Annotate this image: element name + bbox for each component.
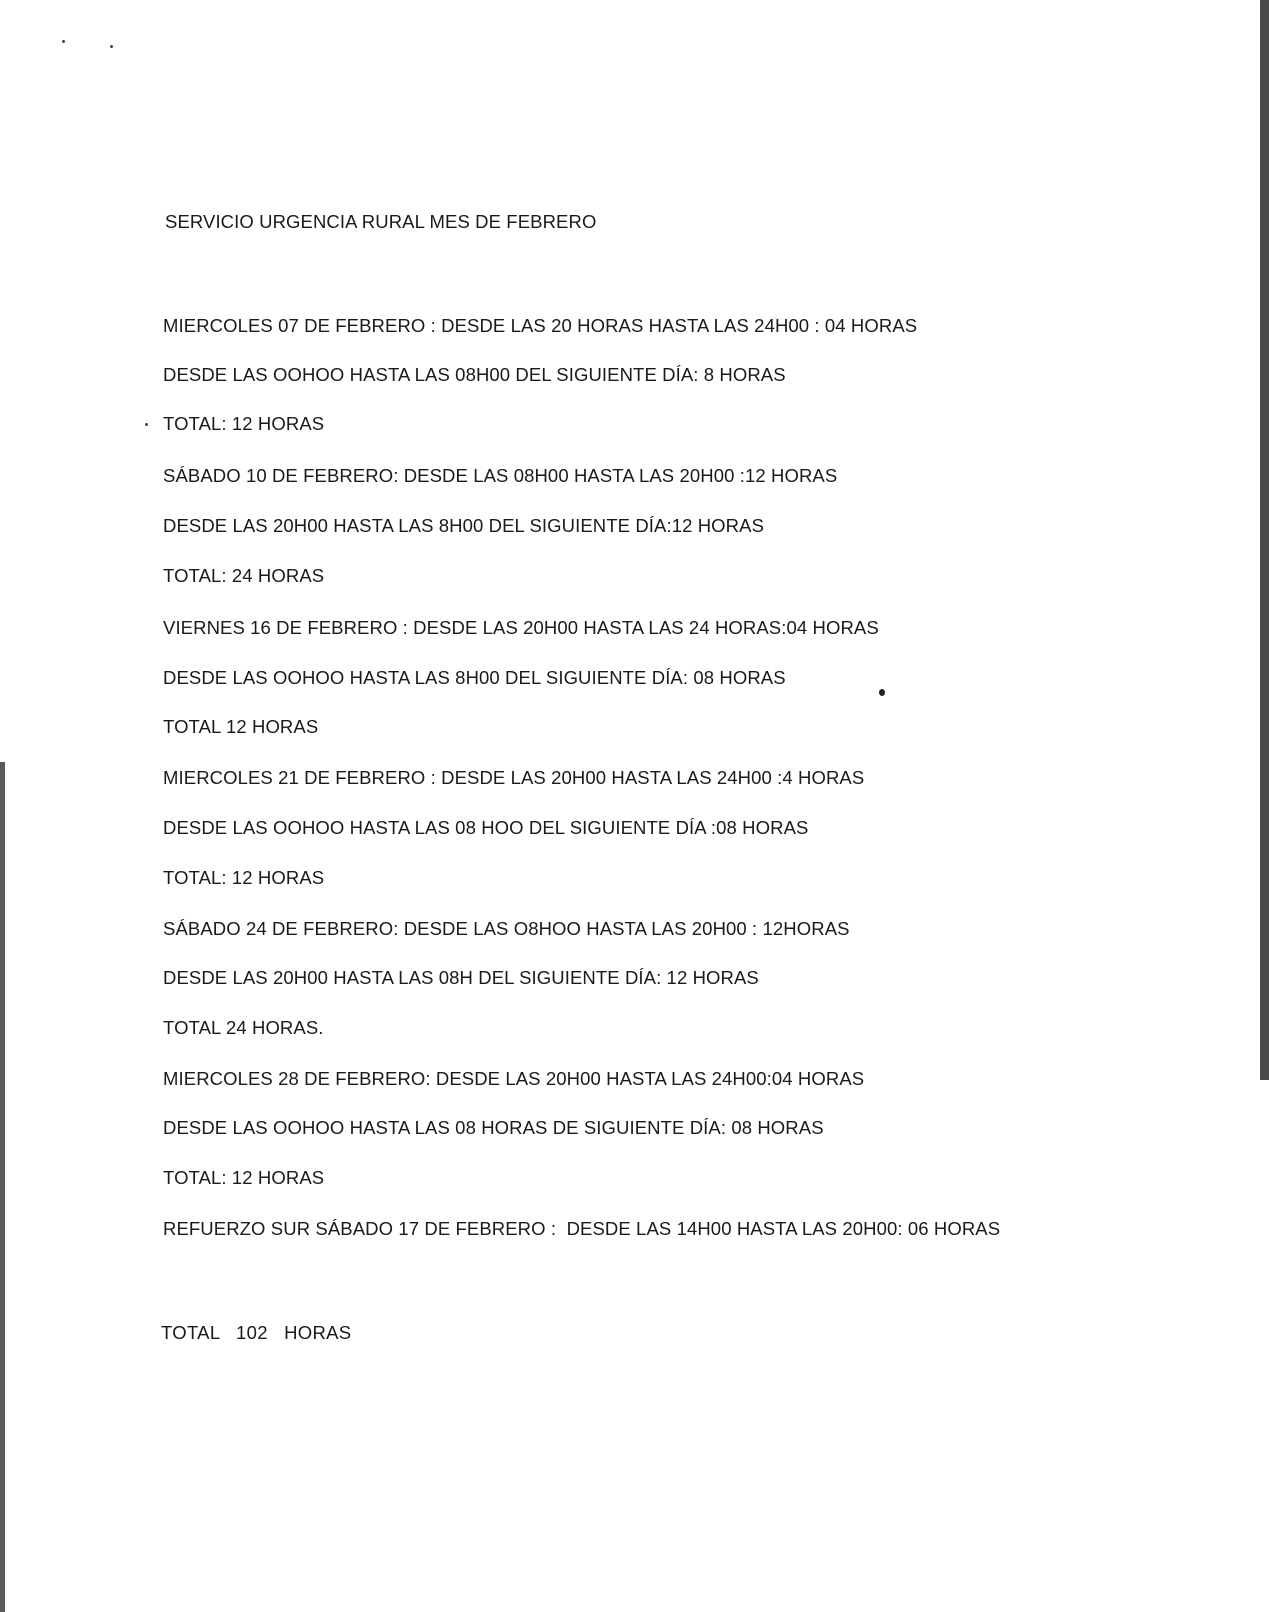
document-line: SÁBADO 24 DE FEBRERO: DESDE LAS O8HOO HASTA LAS 20H00 : 12HORAS <box>163 918 850 939</box>
document-line: TOTAL: 12 HORAS <box>163 1167 325 1188</box>
document-line: REFUERZO SUR SÁBADO 17 DE FEBRERO : DESDE LAS 14H00 HASTA LAS 20H00: 06 HORAS <box>163 1218 1001 1239</box>
document-line: TOTAL: 12 HORAS <box>163 867 325 888</box>
scan-speck <box>145 423 148 426</box>
scan-edge-right <box>1260 0 1269 1080</box>
document-line: DESDE LAS 20H00 HASTA LAS 08H DEL SIGUIENTE DÍA: 12 HORAS <box>163 967 759 988</box>
document-line: TOTAL: 12 HORAS <box>163 413 325 434</box>
document-title: SERVICIO URGENCIA RURAL MES DE FEBRERO <box>165 211 597 232</box>
scan-speck <box>62 40 65 43</box>
document-line: DESDE LAS 20H00 HASTA LAS 8H00 DEL SIGUIENTE DÍA:12 HORAS <box>163 515 765 536</box>
grand-total: TOTAL 102 HORAS <box>161 1322 352 1343</box>
scan-edge-left <box>0 762 5 1612</box>
document-line: MIERCOLES 28 DE FEBRERO: DESDE LAS 20H00 HASTA LAS 24H00:04 HORAS <box>163 1068 865 1089</box>
scan-speck <box>110 45 113 48</box>
document-line: SÁBADO 10 DE FEBRERO: DESDE LAS 08H00 HASTA LAS 20H00 :12 HORAS <box>163 465 838 486</box>
document-line: DESDE LAS OOHOO HASTA LAS 08H00 DEL SIGUIENTE DÍA: 8 HORAS <box>163 364 786 385</box>
document-line: MIERCOLES 21 DE FEBRERO : DESDE LAS 20H00 HASTA LAS 24H00 :4 HORAS <box>163 767 865 788</box>
document-line: MIERCOLES 07 DE FEBRERO : DESDE LAS 20 HORAS HASTA LAS 24H00 : 04 HORAS <box>163 315 918 336</box>
document-line: DESDE LAS OOHOO HASTA LAS 08 HORAS DE SIGUIENTE DÍA: 08 HORAS <box>163 1117 824 1138</box>
document-line: DESDE LAS OOHOO HASTA LAS 8H00 DEL SIGUIENTE DÍA: 08 HORAS <box>163 667 786 688</box>
document-line: VIERNES 16 DE FEBRERO : DESDE LAS 20H00 HASTA LAS 24 HORAS:04 HORAS <box>163 617 879 638</box>
document-line: DESDE LAS OOHOO HASTA LAS 08 HOO DEL SIGUIENTE DÍA :08 HORAS <box>163 817 809 838</box>
document-line: TOTAL: 24 HORAS <box>163 565 325 586</box>
document-line: TOTAL 12 HORAS <box>163 716 319 737</box>
document-line: TOTAL 24 HORAS. <box>163 1017 324 1038</box>
scan-speck <box>879 689 885 696</box>
